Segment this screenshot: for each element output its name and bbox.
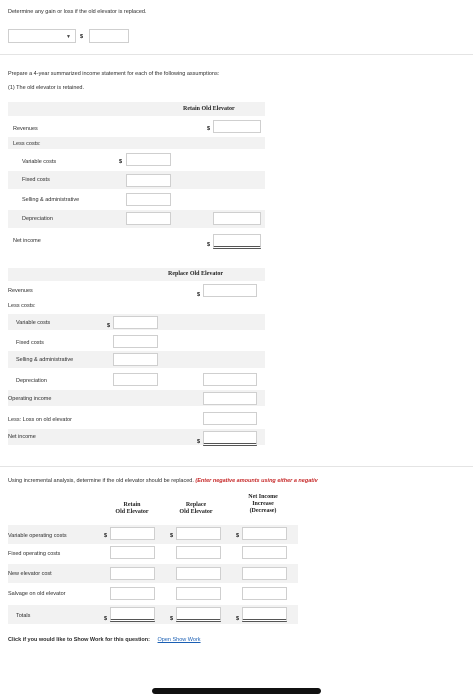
col-replace-line2: Old Elevator xyxy=(179,509,213,515)
salvage-retain-input[interactable] xyxy=(110,587,155,600)
replace-total-costs-input[interactable] xyxy=(203,373,257,386)
totals-retain-input[interactable] xyxy=(110,607,155,622)
replace-fixed-input[interactable] xyxy=(113,335,158,348)
new-elevator-cost-label: New elevator cost xyxy=(8,571,52,577)
col-retain-line2: Old Elevator xyxy=(115,509,149,515)
section-divider xyxy=(0,466,473,467)
open-show-work-link[interactable]: Open Show Work xyxy=(157,637,201,643)
retain-variable-label: Variable costs xyxy=(22,159,57,165)
show-work-prompt-text: Click if you would like to Show Work for this question: xyxy=(8,637,150,643)
dollar-sign: $ xyxy=(236,616,240,622)
incremental-question-text: Using incremental analysis, determine if the old elevator should be replaced. xyxy=(8,478,194,484)
retain-column-header: Retain Old Elevator xyxy=(183,106,235,112)
section-divider xyxy=(0,54,473,55)
col-replace-line1: Replace xyxy=(185,502,207,508)
dollar-sign: $ xyxy=(207,242,211,248)
dollar-sign: $ xyxy=(104,533,108,539)
replace-depreciation-label: Depreciation xyxy=(16,378,47,384)
dollar-sign: $ xyxy=(197,439,201,445)
col-net-income-line2: Increase xyxy=(252,501,274,507)
retain-variable-input[interactable] xyxy=(126,153,171,166)
new-elevator-retain-input[interactable] xyxy=(110,567,155,580)
col-replace-header xyxy=(168,502,224,516)
col-retain-header xyxy=(104,502,160,516)
totals-net-input[interactable] xyxy=(242,607,287,622)
dollar-sign: $ xyxy=(236,533,240,539)
replace-selling-input[interactable] xyxy=(113,353,158,366)
incremental-note: (Enter negative amounts using either a negativ xyxy=(195,478,318,484)
retain-total-costs-input[interactable] xyxy=(213,212,261,225)
fixed-costs-retain-input[interactable] xyxy=(110,546,155,559)
dollar-sign: $ xyxy=(207,126,211,132)
salvage-label: Salvage on old elevator xyxy=(8,591,66,597)
retain-depreciation-input[interactable] xyxy=(126,212,171,225)
dollar-sign: $ xyxy=(80,34,84,40)
home-indicator[interactable] xyxy=(152,688,321,694)
retain-revenues-label: Revenues xyxy=(13,126,38,132)
retain-fixed-input[interactable] xyxy=(126,174,171,187)
incremental-question xyxy=(8,478,318,484)
gain-loss-amount-input[interactable] xyxy=(89,29,129,43)
col-net-income-line1: Net Income xyxy=(248,494,278,500)
dollar-sign: $ xyxy=(104,616,108,622)
replace-selling-label: Selling & administrative xyxy=(16,357,74,363)
fixed-costs-net-input[interactable] xyxy=(242,546,287,559)
var-costs-replace-input[interactable] xyxy=(176,527,221,540)
row-band xyxy=(8,137,265,149)
retain-fixed-label: Fixed costs xyxy=(22,177,50,183)
new-elevator-net-input[interactable] xyxy=(242,567,287,580)
gain-loss-question: Determine any gain or loss if the old elevator is replaced. xyxy=(8,9,147,15)
dollar-sign: $ xyxy=(119,159,123,165)
salvage-replace-input[interactable] xyxy=(176,587,221,600)
var-costs-net-input[interactable] xyxy=(242,527,287,540)
retain-selling-input[interactable] xyxy=(126,193,171,206)
retain-net-income-label: Net income xyxy=(13,238,41,244)
chevron-down-icon: ▼ xyxy=(66,34,71,40)
show-work-prompt xyxy=(8,637,201,643)
replace-variable-label: Variable costs xyxy=(16,320,51,326)
income-statement-intro: Prepare a 4-year summarized income statement for each of the following assumptions: xyxy=(8,71,220,77)
replace-revenues-input[interactable] xyxy=(203,284,257,297)
retain-net-income-input[interactable] xyxy=(213,234,261,249)
replace-operating-income-input[interactable] xyxy=(203,392,257,405)
replace-less-costs-label: Less costs: xyxy=(8,303,36,309)
dollar-sign: $ xyxy=(197,292,201,298)
fixed-operating-costs-label: Fixed operating costs xyxy=(8,551,61,557)
dollar-sign: $ xyxy=(107,323,111,329)
replace-operating-income-label: Operating income xyxy=(8,396,52,402)
replace-loss-input[interactable] xyxy=(203,412,257,425)
new-elevator-replace-input[interactable] xyxy=(176,567,221,580)
salvage-net-input[interactable] xyxy=(242,587,287,600)
assumption-retain: (1) The old elevator is retained. xyxy=(8,85,85,91)
replace-net-income-input[interactable] xyxy=(203,431,257,446)
replace-column-header: Replace Old Elevator xyxy=(168,271,223,277)
col-net-income-header xyxy=(237,494,289,515)
retain-depreciation-label: Depreciation xyxy=(22,216,53,222)
replace-fixed-label: Fixed costs xyxy=(16,340,44,346)
dollar-sign: $ xyxy=(170,616,174,622)
variable-operating-costs-label: Variable operating costs xyxy=(8,533,67,539)
col-retain-line1: Retain xyxy=(123,502,141,508)
replace-variable-input[interactable] xyxy=(113,316,158,329)
replace-loss-label: Less: Loss on old elevator xyxy=(8,417,72,423)
replace-header-band xyxy=(8,268,265,281)
var-costs-retain-input[interactable] xyxy=(110,527,155,540)
totals-label: Totals xyxy=(16,613,31,619)
replace-net-income-label: Net income xyxy=(8,434,36,440)
replace-revenues-label: Revenues xyxy=(8,288,33,294)
retain-revenues-input[interactable] xyxy=(213,120,261,133)
totals-replace-input[interactable] xyxy=(176,607,221,622)
dollar-sign: $ xyxy=(170,533,174,539)
fixed-costs-replace-input[interactable] xyxy=(176,546,221,559)
col-net-income-line3: (Decrease) xyxy=(249,508,277,514)
replace-depreciation-input[interactable] xyxy=(113,373,158,386)
gain-loss-select[interactable] xyxy=(8,29,76,43)
retain-less-costs-label: Less costs: xyxy=(13,141,41,147)
retain-selling-label: Selling & administrative xyxy=(22,197,80,203)
